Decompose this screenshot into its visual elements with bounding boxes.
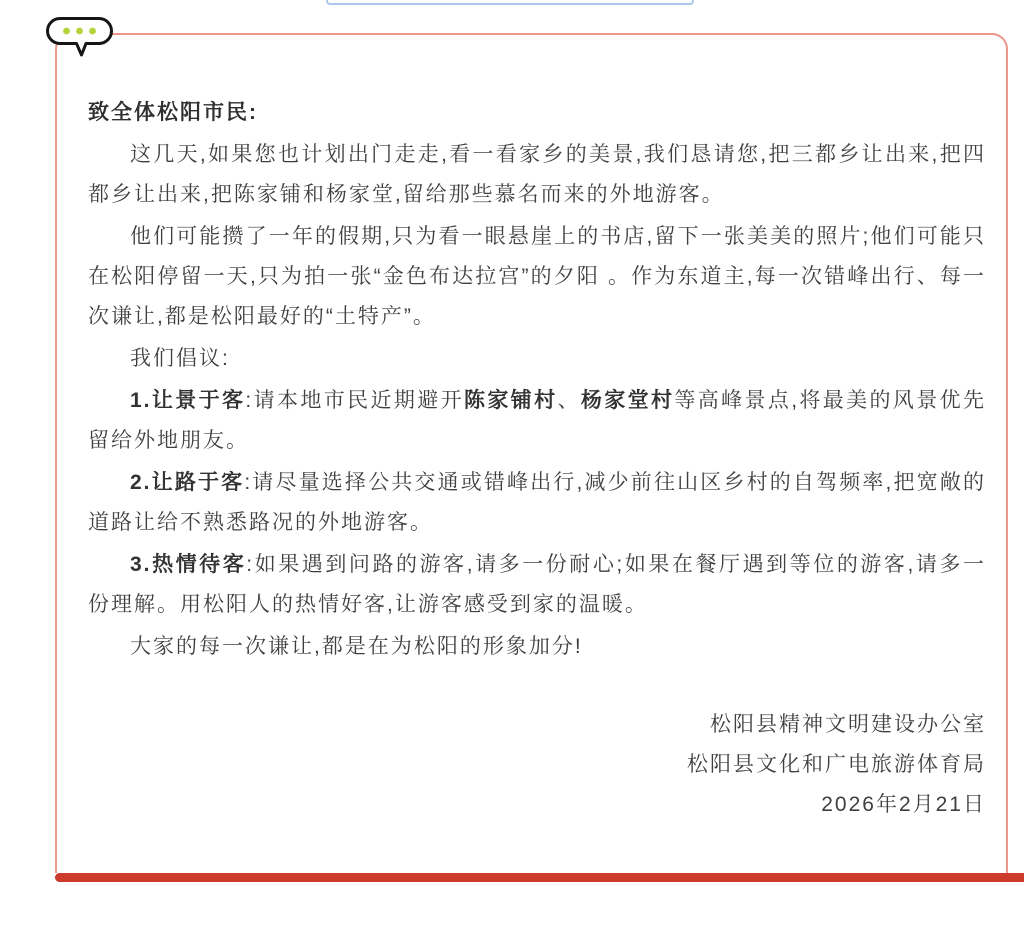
signature-date: 2026年2月21日 (821, 793, 986, 816)
emphasized-text: 2.让路于客 (130, 471, 245, 494)
body-text: 等高峰景点,将最美的风景优先留给外地朋友。 (88, 389, 987, 452)
notice-paragraph (88, 217, 986, 337)
notice-body (88, 135, 986, 667)
bubble-dot (89, 28, 96, 35)
signature-block (88, 705, 986, 825)
notice-paragraph (88, 135, 986, 215)
notice-paragraph (88, 627, 986, 667)
signature-org-2: 松阳县文化和广电旅游体育局 (687, 753, 986, 776)
notice-card (55, 33, 1008, 873)
body-text: :请尽量选择公共交通或错峰出行,减少前往山区乡村的自驾频率,把宽敞的道路让给不熟悉路况的外地游客。 (88, 471, 986, 534)
body-text: 他们可能攒了一年的假期,只为看一眼悬崖上的书店,留下一张美美的照片;他们可能只在松阳停留一天,只为拍一张“金色布达拉宫”的夕阳 。作为东道主,每一次错峰出行、每一次谦让,都是松阳最好的“土特产”。 (88, 225, 986, 328)
body-text: 我们倡议: (130, 347, 230, 370)
card-bottom-accent (55, 873, 1024, 882)
clipped-top-element (326, 0, 694, 5)
body-text: 大家的每一次谦让,都是在为松阳的形象加分! (130, 635, 583, 658)
body-text: :请本地市民近期避开 (245, 389, 464, 412)
body-text: :如果遇到问路的游客,请多一份耐心;如果在餐厅遇到等位的游客,请多一份理解。用松阳人的热情好客,让游客感受到家的温暖。 (88, 553, 986, 616)
bubble-dot (76, 28, 83, 35)
notice-heading: 致全体松阳市民: (88, 101, 258, 124)
notice-paragraph (88, 381, 986, 461)
notice-content (57, 35, 1006, 825)
notice-paragraph (88, 463, 986, 543)
body-text: 这几天,如果您也计划出门走走,看一看家乡的美景,我们恳请您,把三都乡让出来,把四都乡让出来,把陈家铺和杨家堂,留给那些慕名而来的外地游客。 (88, 143, 986, 206)
notice-paragraph (88, 339, 986, 379)
emphasized-text: 1.让景于客 (130, 389, 246, 412)
emphasized-text: 陈家铺村 (463, 389, 558, 412)
bubble-dot (63, 28, 70, 35)
signature-org-1: 松阳县精神文明建设办公室 (710, 713, 986, 736)
body-text: 、 (557, 389, 581, 412)
emphasized-text: 杨家堂村 (580, 389, 675, 412)
emphasized-text: 3.热情待客 (130, 553, 247, 576)
notice-paragraph (88, 545, 986, 625)
